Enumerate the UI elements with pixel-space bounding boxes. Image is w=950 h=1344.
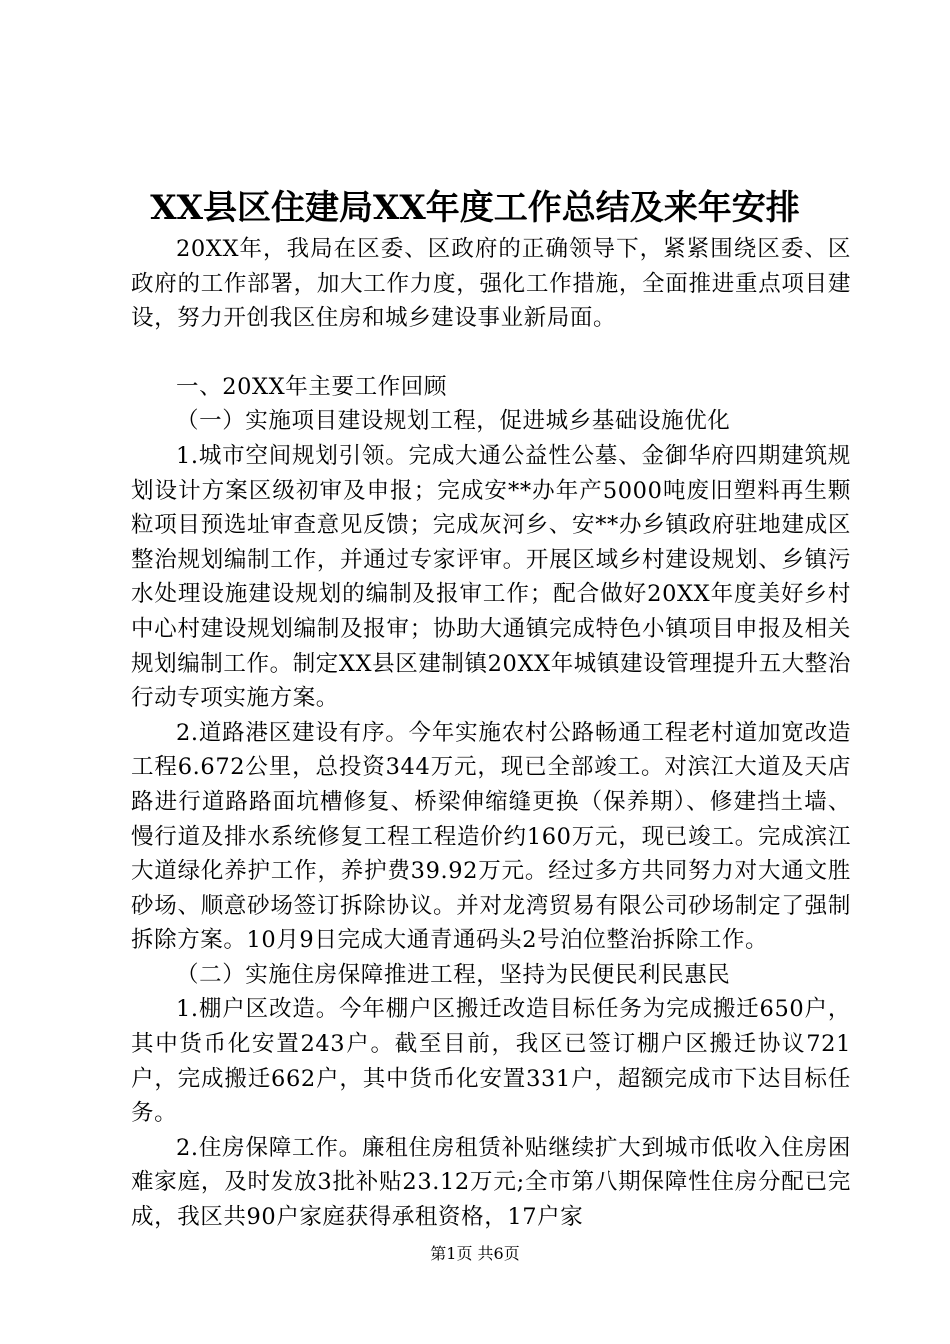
section-heading: 一、20XX年主要工作回顾 xyxy=(176,373,447,400)
body-paragraph: 2.道路港区建设有序。今年实施农村公路畅通工程老村道加宽改造工程6.672公里，总投资344万元，现已全部竣工。对滨江大道及天店路进行道路路面坑槽修复、桥梁伸缩缝更换（保养期）、修建挡土墙、慢行道及排水系统修复工程工程造价约160万元，现已竣工。完成滨江大道绿化养护工作，养护费39.92万元。经过多方共同努力对大通文胜砂场、顺意砂场签订拆除协议。并对龙湾贸易有限公司砂场制定了强制拆除方案。10月9日完成大通青通码头2号泊位整治拆除工作。 xyxy=(131,719,851,954)
subsection-heading: （二）实施住房保障推进工程，坚持为民便民利民惠民 xyxy=(176,961,731,988)
document-title: XX县区住建局XX年度工作总结及来年安排 xyxy=(150,188,800,228)
page-footer: 第1页 共6页 xyxy=(430,1244,520,1263)
body-paragraph: 1.棚户区改造。今年棚户区搬迁改造目标任务为完成搬迁650户，其中货币化安置243户。截至目前，我区已签订棚户区搬迁协议721户，完成搬迁662户，其中货币化安置331户，超额完成市下达目标任务。 xyxy=(131,996,851,1127)
document-body xyxy=(131,232,851,1235)
body-paragraph: 2.住房保障工作。廉租住房租赁补贴继续扩大到城市低收入住房困难家庭，及时发放3批补贴23.12万元;全市第八期保障性住房分配已完成，我区共90户家庭获得承租资格，17户家 xyxy=(131,1134,851,1231)
subsection-heading: （一）实施项目建设规划工程，促进城乡基础设施优化 xyxy=(176,408,731,435)
intro-paragraph: 20XX年，我局在区委、区政府的正确领导下，紧紧围绕区委、区政府的工作部署，加大工作力度，强化工作措施，全面推进重点项目建设，努力开创我区住房和城乡建设事业新局面。 xyxy=(131,236,851,332)
body-paragraph: 1.城市空间规划引领。完成大通公益性公墓、金御华府四期建筑规划设计方案区级初审及申报；完成安**办年产5000吨废旧塑料再生颗粒项目预选址审查意见反馈；完成灰河乡、安**办乡镇政府驻地建成区整治规划编制工作，并通过专家评审。开展区域乡村建设规划、乡镇污水处理设施建设规划的编制及报审工作；配合做好20XX年度美好乡村中心村建设规划编制及报审；协助大通镇完成特色小镇项目申报及相关规划编制工作。制定XX县区建制镇20XX年城镇建设管理提升五大整治行动专项实施方案。 xyxy=(131,442,852,712)
